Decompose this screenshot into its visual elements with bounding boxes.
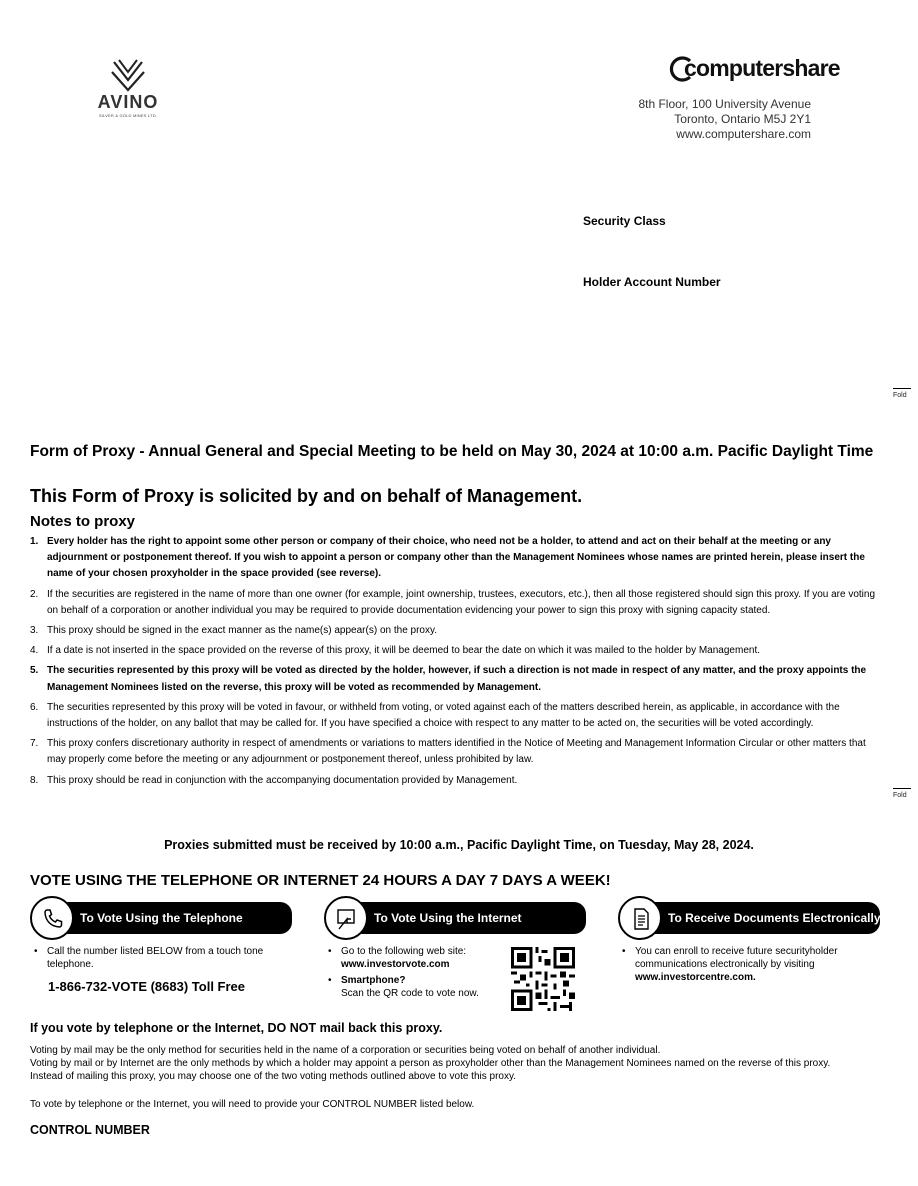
form-title: Form of Proxy - Annual General and Special Meeting to be held on May 30, 2024 at 10:00 a.m. Pacific Daylight Time — [30, 443, 874, 460]
mail-voting-paragraph — [30, 1044, 860, 1083]
investorvote-url[interactable]: www.investorvote.com — [341, 959, 450, 970]
fold-line-top — [893, 388, 911, 389]
fold-label-bottom: Fold — [893, 792, 907, 799]
vote-internet-box — [324, 896, 586, 940]
receive-documents-box — [618, 896, 880, 940]
documents-icon-circle — [618, 896, 662, 940]
fold-label-top: Fold — [893, 392, 907, 399]
security-class-label: Security Class — [583, 214, 666, 228]
address-line-2: Toronto, Ontario M5J 2Y1 — [674, 112, 811, 126]
fold-line-bottom — [893, 788, 911, 789]
avino-logo-word: AVINO — [97, 92, 159, 112]
receive-documents-instruction: • You can enroll to receive future securityholder communications electronically by visiting www.investorcentre.com. — [620, 945, 870, 984]
mail-voting-line-2: Voting by mail or by Internet are the only methods by which a holder may appoint a person as proxyholder other than the Management Nominees named on the reverse of this proxy. Instead of mailing this proxy, you may choose one of the two voting methods outlined above to vote this proxy. — [30, 1058, 831, 1082]
avino-logo-mark-icon — [110, 58, 146, 92]
address-line-1: 8th Floor, 100 University Avenue — [638, 97, 811, 111]
telephone-instruction: • Call the number listed BELOW from a touch tone telephone. — [32, 945, 292, 971]
note-item: 5. The securities represented by this proxy will be voted as directed by the holder, however, if such a direction is not made in respect of any matter, and the proxy appoints the Management Nominees listed on the reverse, this proxy will be voted as recommended by Management. — [30, 665, 867, 693]
investorcentre-url[interactable]: www.investorcentre.com. — [635, 972, 756, 983]
qr-code-icon[interactable] — [511, 947, 575, 1011]
note-item: 3. This proxy should be signed in the exact manner as the name(s) appear(s) on the proxy. — [30, 625, 438, 637]
note-item: 1. Every holder has the right to appoint some other person or company of their choice, who need not be a holder, to attend and act on their behalf at the meeting or any adjournment or postponement thereof. If you wish to appoint a person or company other than the Management Nominees whose names are printed herein, please insert the name of your chosen proxyholder in the space provided (see reverse). — [30, 536, 865, 580]
receive-documents-title: To Receive Documents Electronically — [638, 902, 880, 934]
internet-instruction: • Go to the following web site: www.investorvote.com — [326, 945, 506, 971]
note-item: 7. This proxy confers discretionary authority in respect of amendments or variations to matters identified in the Notice of Meeting and Management Information Circular or other matters that may properly come before the meeting or any adjournment or postponement thereof, unless prohibited by law. — [30, 738, 866, 766]
mail-voting-line-1: Voting by mail may be the only method for securities held in the name of a corporation or securities being voted on behalf of another individual. — [30, 1045, 661, 1056]
phone-icon-circle — [30, 896, 74, 940]
avino-logo — [92, 58, 164, 124]
cursor-screen-icon — [335, 907, 359, 931]
notes-list — [30, 534, 882, 793]
solicitation-heading: This Form of Proxy is solicited by and on behalf of Management. — [30, 486, 583, 506]
note-item: 4. If a date is not inserted in the space provided on the reverse of this proxy, it will be deemed to bear the date on which it was mailed to the holder by Management. — [30, 645, 760, 657]
internet-icon-circle — [324, 896, 368, 940]
proxy-deadline: Proxies submitted must be received by 10:00 a.m., Pacific Daylight Time, on Tuesday, May 28, 2024. — [164, 838, 754, 852]
telephone-number: 1-866-732-VOTE (8683) Toll Free — [48, 979, 246, 994]
document-icon — [629, 907, 653, 931]
vote-telephone-title: To Vote Using the Telephone — [50, 902, 292, 934]
computershare-logo — [668, 54, 840, 86]
computershare-logo-word: computershare — [684, 55, 840, 81]
vote-telephone-box — [30, 896, 292, 940]
control-number-label: CONTROL NUMBER — [30, 1123, 150, 1137]
vote-internet-title: To Vote Using the Internet — [344, 902, 586, 934]
vote-heading: VOTE USING THE TELEPHONE OR INTERNET 24 HOURS A DAY 7 DAYS A WEEK! — [30, 872, 611, 889]
do-not-mail-notice: If you vote by telephone or the Internet, DO NOT mail back this proxy. — [30, 1021, 443, 1035]
phone-icon — [41, 907, 65, 931]
control-number-intro: To vote by telephone or the Internet, you will need to provide your CONTROL NUMBER listed below. — [30, 1099, 475, 1110]
note-item: 6. The securities represented by this proxy will be voted in favour, or withheld from voting, or voted against each of the matters described herein, as applicable, in accordance with the instructions of the holder, on any ballot that may be called for. If you have specified a choice with respect to any matter to be acted on, the securities will be voted accordingly. — [30, 701, 840, 730]
notes-heading: Notes to proxy — [30, 513, 136, 530]
holder-account-label: Holder Account Number — [583, 275, 721, 289]
smartphone-instruction: • Smartphone? Scan the QR code to vote now. — [326, 974, 506, 1000]
avino-logo-subtitle: SILVER & GOLD MINES LTD. — [98, 113, 158, 118]
note-item: 2. If the securities are registered in the name of more than one owner (for example, joint ownership, trustees, executors, etc.), then all those registered should sign this proxy. If you are voting on behalf of a corporation or another individual you may be required to provide documentation evidencing your power to sign this proxy with signing capacity stated. — [30, 588, 876, 616]
note-item: 8. This proxy should be read in conjunction with the accompanying documentation provided by Management. — [30, 774, 518, 786]
company-address — [638, 97, 811, 142]
address-website: www.computershare.com — [676, 127, 811, 141]
